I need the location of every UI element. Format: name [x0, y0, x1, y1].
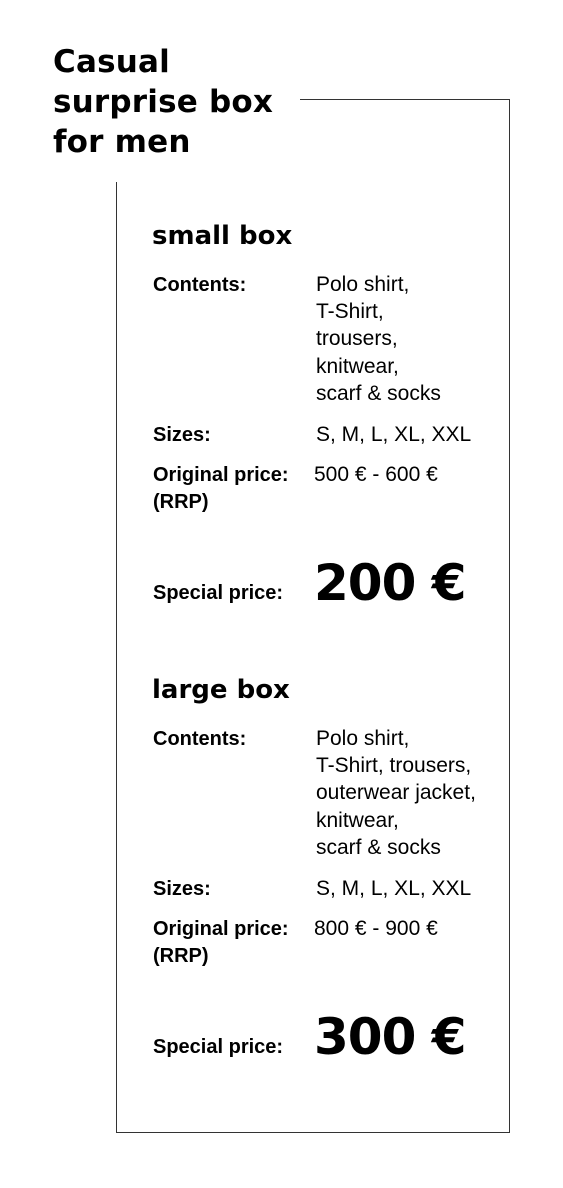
contents-item: outerwear jacket,	[316, 781, 476, 805]
special-price-label: Special price:	[153, 582, 284, 604]
sizes-label: Sizes:	[153, 878, 211, 900]
large-box-heading: large box	[152, 675, 290, 705]
frame-bottom-border	[116, 1132, 510, 1133]
frame-right-border	[509, 99, 510, 1133]
page-title	[53, 42, 273, 162]
contents-item: Polo shirt,	[316, 273, 410, 296]
special-price-label: Special price:	[153, 1036, 284, 1058]
contents-item: knitwear,	[316, 808, 399, 832]
frame-left-border	[116, 182, 117, 1133]
original-price-label: Original price:	[153, 464, 289, 486]
contents-item: T-Shirt,	[316, 300, 384, 324]
contents-item: scarf & socks	[316, 381, 441, 405]
rrp-label: (RRP)	[153, 945, 209, 967]
rrp-label: (RRP)	[153, 491, 209, 513]
contents-item: knitwear,	[316, 354, 399, 378]
sizes-value: S, M, L, XL, XXL	[316, 877, 472, 900]
small-box-heading: small box	[152, 221, 293, 251]
contents-item: Polo shirt,	[316, 727, 410, 750]
contents-label: Contents:	[153, 274, 247, 296]
sizes-value: S, M, L, XL, XXL	[316, 423, 472, 446]
original-price-value: 500 € - 600 €	[314, 463, 438, 486]
contents-item: scarf & socks	[316, 835, 441, 859]
original-price-value: 800 € - 900 €	[314, 917, 438, 940]
contents-value	[316, 725, 476, 861]
title-line: for men	[53, 124, 191, 160]
special-price-value: 300 €	[314, 1008, 466, 1066]
frame-top-border	[300, 99, 510, 100]
contents-item: trousers,	[316, 327, 398, 351]
original-price-label: Original price:	[153, 918, 289, 940]
title-line: Casual	[53, 44, 170, 80]
contents-label: Contents:	[153, 728, 247, 750]
contents-item: T-Shirt, trousers,	[316, 754, 472, 778]
sizes-label: Sizes:	[153, 424, 211, 446]
special-price-value: 200 €	[314, 554, 466, 612]
title-line: surprise box	[53, 84, 274, 120]
contents-value	[316, 271, 441, 407]
